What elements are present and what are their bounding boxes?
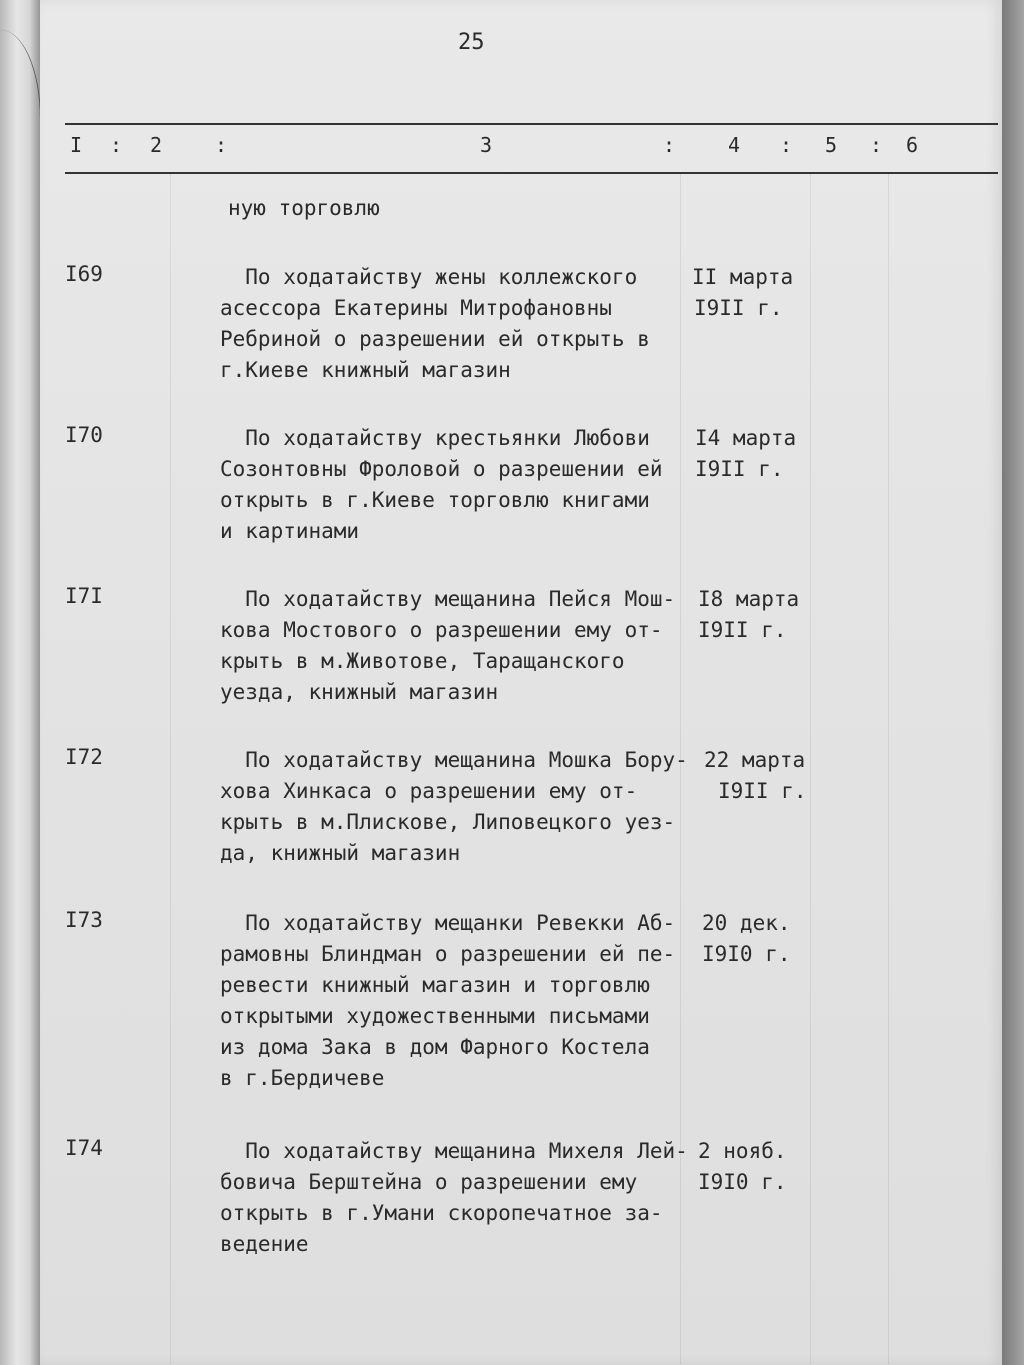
entry-number: I70 bbox=[65, 423, 103, 447]
entry-date-line: I9I0 г. bbox=[702, 942, 791, 966]
header-rule-bottom bbox=[65, 172, 998, 174]
entry-line: По ходатайству мещанки Ревекки Аб- bbox=[220, 911, 676, 935]
entry-date-line: 22 марта bbox=[704, 748, 806, 772]
entry-date-line: I9I0 г. bbox=[698, 1170, 787, 1194]
entry-line: По ходатайству мещанина Пейся Мош- bbox=[220, 587, 676, 611]
column-header-5: 5 bbox=[825, 133, 838, 157]
entry-line: асессора Екатерины Митрофановны bbox=[220, 296, 612, 320]
entry-date-line: II марта bbox=[692, 265, 794, 289]
entry-date bbox=[698, 1136, 787, 1198]
entry-number: I74 bbox=[65, 1136, 103, 1160]
entry-text bbox=[220, 584, 690, 708]
entry-line: и картинами bbox=[220, 519, 360, 543]
entry-date-line: I9II г. bbox=[694, 296, 783, 320]
column-header-6: 6 bbox=[906, 133, 919, 157]
left-page-edge bbox=[0, 0, 42, 1365]
entry-text bbox=[220, 745, 690, 869]
entry-date bbox=[702, 908, 791, 970]
entry-line: уезда, книжный магазин bbox=[220, 680, 499, 704]
entry-line: в г.Бердичеве bbox=[220, 1066, 385, 1090]
entry-date-line: I8 марта bbox=[698, 587, 800, 611]
column-separator: : bbox=[215, 133, 228, 157]
entry-line: крыть в м.Животове, Таращанского bbox=[220, 649, 625, 673]
entry-text bbox=[220, 908, 690, 1094]
entry-line: По ходатайству мещанина Михеля Лей- bbox=[220, 1139, 688, 1163]
entry-text bbox=[220, 423, 690, 547]
page-curl bbox=[0, 30, 41, 150]
entry-date-line: I9II г. bbox=[695, 457, 784, 481]
entry-line: открытыми художественными письмами bbox=[220, 1004, 650, 1028]
entry-line: да, книжный магазин bbox=[220, 841, 461, 865]
entry-line: По ходатайству крестьянки Любови bbox=[220, 426, 650, 450]
entry-text bbox=[220, 1136, 690, 1260]
entry-line: бовича Берштейна о разрешении ему bbox=[220, 1170, 638, 1194]
entry-number: I72 bbox=[65, 745, 103, 769]
column-header-3: 3 bbox=[480, 133, 493, 157]
document-page bbox=[40, 0, 1002, 1365]
entry-line: из дома Зака в дом Фарного Костела bbox=[220, 1035, 650, 1059]
entry-date bbox=[704, 745, 807, 807]
column-separator: : bbox=[780, 133, 793, 157]
entry-text bbox=[220, 262, 690, 386]
entry-date-line: I9II г. bbox=[698, 618, 787, 642]
column-line bbox=[810, 174, 811, 1364]
column-separator: : bbox=[870, 133, 883, 157]
entry-line: ревести книжный магазин и торговлю bbox=[220, 973, 650, 997]
entry-line: Ребриной о разрешении ей открыть в bbox=[220, 327, 650, 351]
entry-date-line: I4 марта bbox=[695, 426, 797, 450]
entry-line: открыть в г.Умани скоропечатное за- bbox=[220, 1201, 663, 1225]
entry-line: По ходатайству жены коллежского bbox=[220, 265, 638, 289]
entry-date bbox=[695, 423, 796, 485]
column-header-1: I bbox=[70, 133, 83, 157]
column-header-4: 4 bbox=[728, 133, 741, 157]
entry-line: открыть в г.Киеве торговлю книгами bbox=[220, 488, 650, 512]
entry-line: рамовны Блиндман о разрешении ей пе- bbox=[220, 942, 676, 966]
continuation-text: ную торговлю bbox=[228, 196, 380, 220]
entry-line: г.Киеве книжный магазин bbox=[220, 358, 511, 382]
column-line bbox=[888, 174, 889, 1364]
entry-date bbox=[692, 262, 793, 324]
column-separator: : bbox=[663, 133, 676, 157]
column-header-2: 2 bbox=[150, 133, 163, 157]
entry-date-line: 20 дек. bbox=[702, 911, 791, 935]
entry-date bbox=[698, 584, 799, 646]
entry-line: хова Хинкаса о разрешении ему от- bbox=[220, 779, 638, 803]
entry-date-line: I9II г. bbox=[718, 779, 807, 803]
entry-line: ведение bbox=[220, 1232, 309, 1256]
column-line bbox=[170, 174, 171, 1364]
entry-number: I73 bbox=[65, 908, 103, 932]
entry-line: кова Мостового о разрешении ему от- bbox=[220, 618, 663, 642]
entry-line: По ходатайству мещанина Мошка Бору- bbox=[220, 748, 688, 772]
right-page-edge bbox=[1002, 0, 1024, 1365]
entry-number: I69 bbox=[65, 262, 103, 286]
page-number: 25 bbox=[458, 30, 485, 55]
entry-line: Созонтовны Фроловой о разрешении ей bbox=[220, 457, 663, 481]
header-rule-top bbox=[65, 123, 998, 125]
column-separator: : bbox=[110, 133, 123, 157]
entry-number: I7I bbox=[65, 584, 103, 608]
entry-date-line: 2 нояб. bbox=[698, 1139, 787, 1163]
entry-line: крыть в м.Плискове, Липовецкого уез- bbox=[220, 810, 676, 834]
